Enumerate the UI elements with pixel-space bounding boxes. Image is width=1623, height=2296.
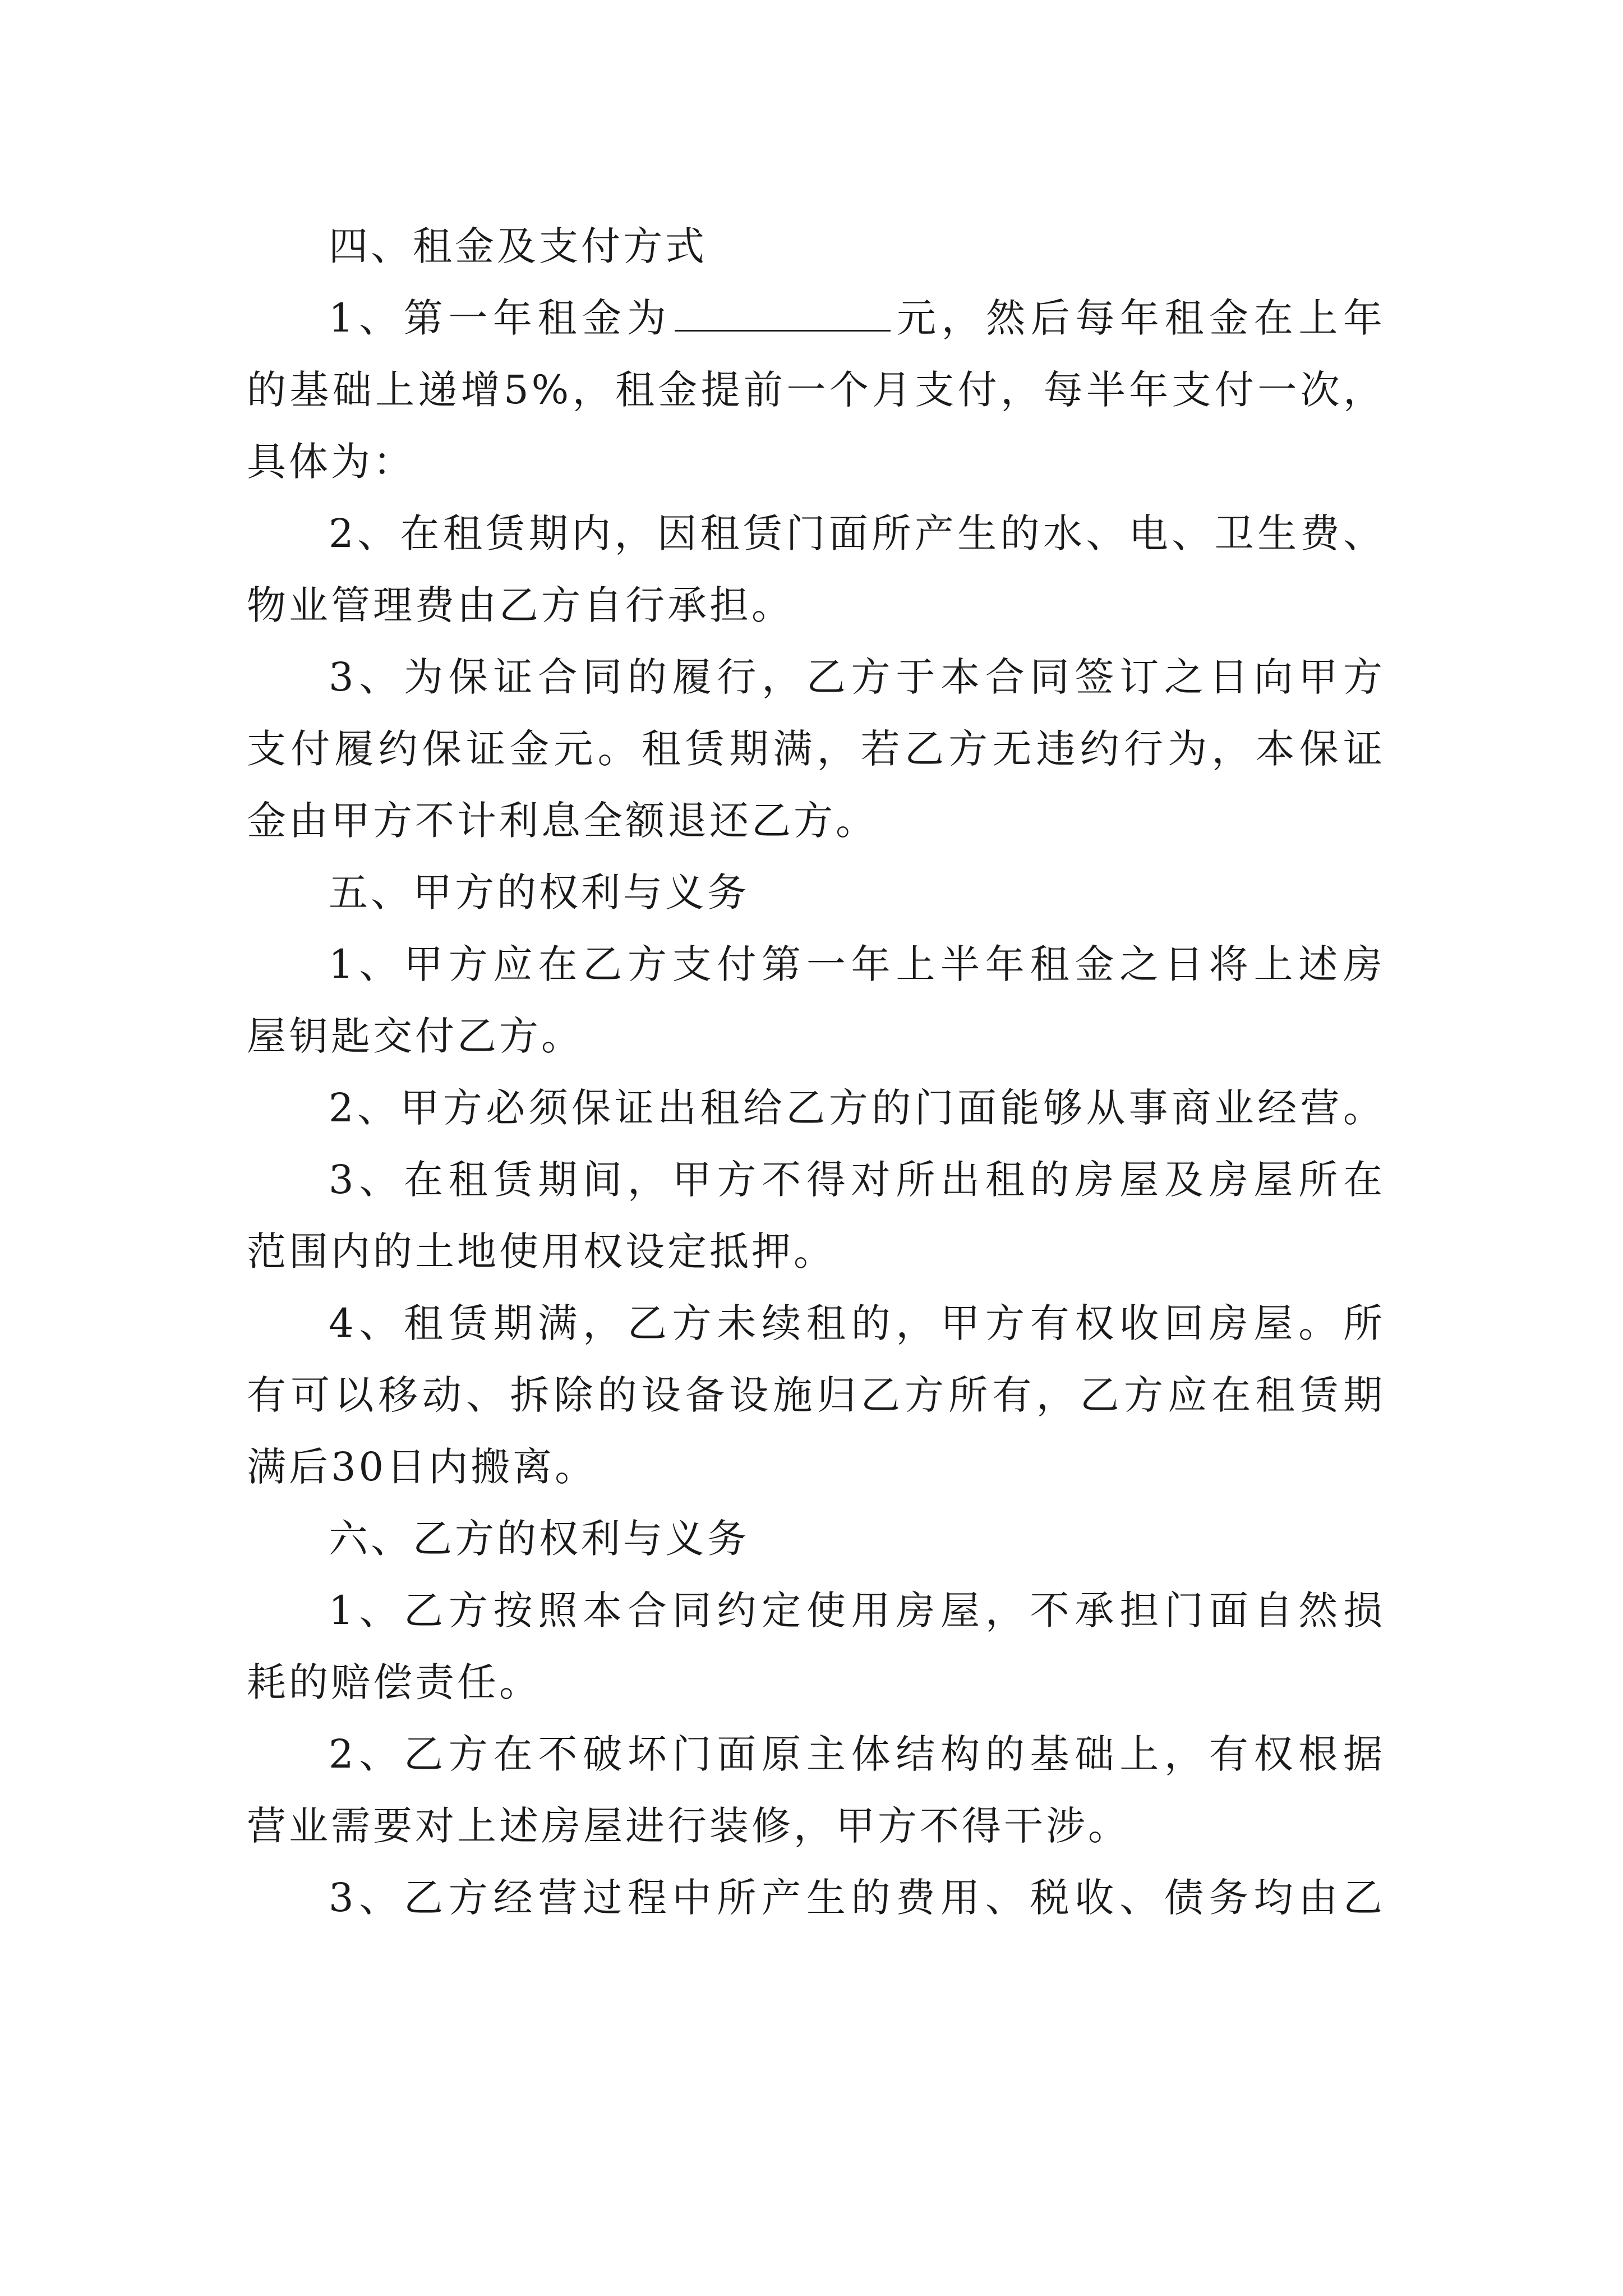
text-line: 1、乙方按照本合同约定使用房屋，不承担门面自然损 (329, 1588, 1385, 1634)
text-line: 金由甲方不计利息全额退还乙方。 (247, 798, 878, 844)
text-line: 耗的赔偿责任。 (247, 1659, 541, 1705)
text-line: 有可以移动、拆除的设备设施归乙方所有，乙方应在租赁期 (247, 1372, 1385, 1418)
text-line: 3、乙方经营过程中所产生的费用、税收、债务均由乙 (329, 1875, 1385, 1921)
text-line: 具体为： (247, 439, 415, 485)
text-line: 3、在租赁期间，甲方不得对所出租的房屋及房屋所在 (329, 1157, 1385, 1203)
text-line: 2、乙方在不破坏门面原主体结构的基础上，有权根据 (329, 1731, 1385, 1777)
text-line: 四、租金及支付方式 (329, 223, 707, 269)
text-line: 六、乙方的权利与义务 (329, 1516, 749, 1562)
text-line: 1、甲方应在乙方支付第一年上半年租金之日将上述房 (329, 941, 1385, 987)
text-line: 范围内的土地使用权设定抵押。 (247, 1228, 836, 1274)
text-line: 五、甲方的权利与义务 (329, 869, 749, 915)
text-line: 支付履约保证金元。租赁期满，若乙方无违约行为，本保证 (247, 726, 1385, 772)
text-line: 满后30日内搬离。 (247, 1444, 597, 1490)
document-page (247, 210, 1385, 1934)
text-line (247, 282, 1385, 354)
text-line: 3、为保证合同的履行，乙方于本合同签订之日向甲方 (329, 654, 1385, 700)
text-line: 2、在租赁期内，因租赁门面所产生的水、电、卫生费、 (329, 510, 1385, 556)
text-line: 2、甲方必须保证出租给乙方的门面能够从事商业经营。 (329, 1085, 1385, 1131)
text-segment: 元，然后每年租金在上年 (894, 295, 1385, 341)
text-line: 营业需要对上述房屋进行装修，甲方不得干涉。 (247, 1803, 1130, 1849)
fill-in-blank-underline (675, 296, 891, 332)
text-line: 4、租赁期满，乙方未续租的，甲方有权收回房屋。所 (329, 1300, 1385, 1346)
text-segment: 1、第一年租金为 (329, 295, 672, 341)
text-line: 物业管理费由乙方自行承担。 (247, 582, 794, 628)
text-line: 的基础上递增5%，租金提前一个月支付，每半年支付一次， (247, 367, 1385, 413)
text-line: 屋钥匙交付乙方。 (247, 1013, 583, 1059)
